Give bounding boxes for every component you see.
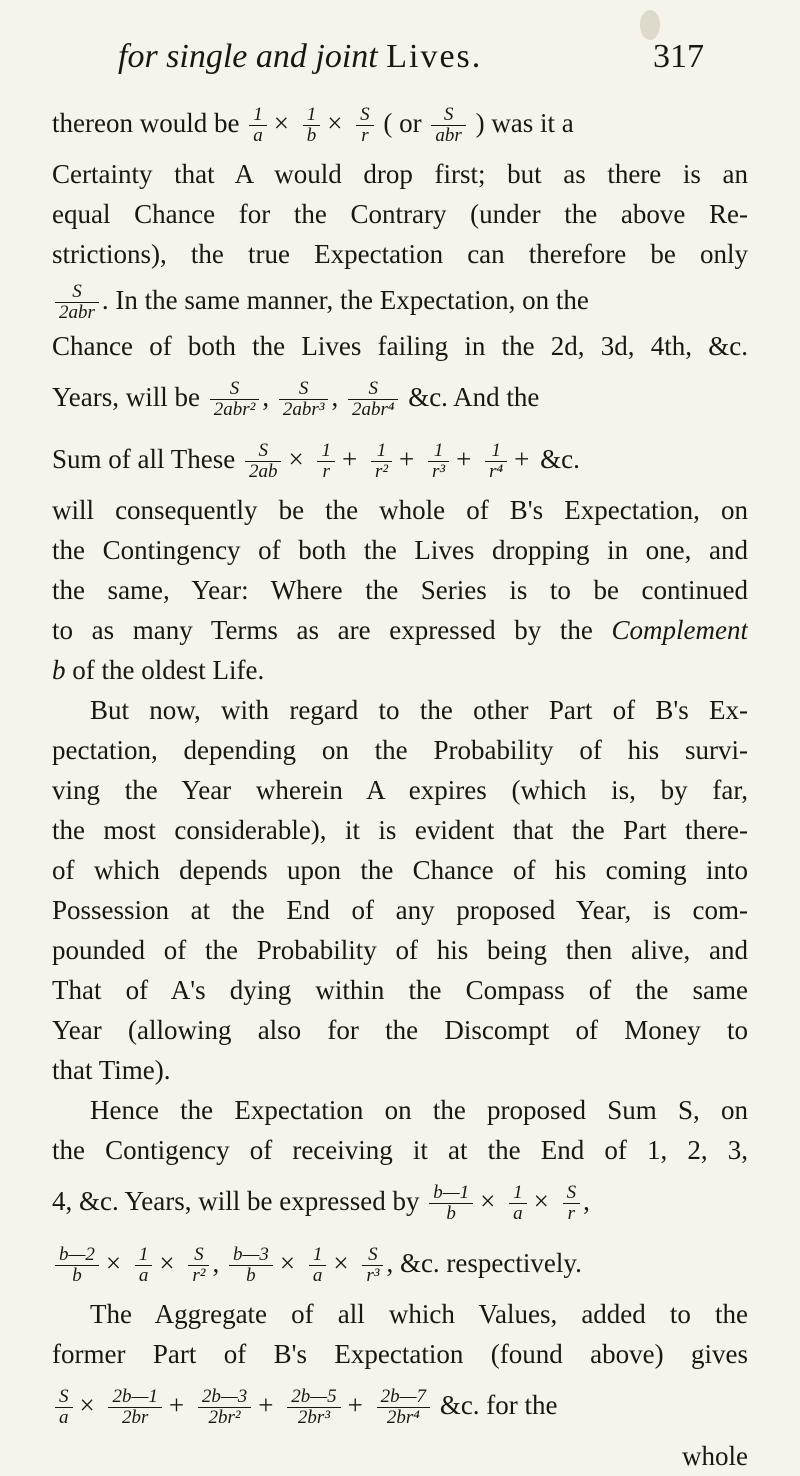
text-line: pectation, depending on the Probability of his survi- [52,735,748,765]
text-line: the Contingency of both the Lives dropping in one, and [52,535,748,565]
text-line: But now, with regard to the other Part of B's Ex- [90,695,748,725]
text-line: Chance of both the Lives failing in the 2d, 3d, 4th, &c. [52,331,748,361]
text-line: pounded of the Probability of his being then alive, and [52,935,748,965]
text-line: equal Chance for the Contrary (under the above Re- [52,199,748,229]
text-line: $\frac{b—2}{b}$ × $\frac{1}{a}$ × $\frac{S}{\text{r²}}$ , $\frac{b—3}{b}$ × $\frac{1}{a}$ × $\frac{S}{\text{r³}}$ , &c. respectively. [52,1232,748,1294]
ink-stain [640,10,660,40]
text-line: will consequently be the whole of B's Expectation, on [52,495,748,525]
body-text [52,92,748,1476]
text-line: Year (allowing also for the Discompt of Money to [52,1015,748,1045]
text-line: to as many Terms as are expressed by the Complement [52,615,748,645]
running-title: for single and joint Lives. [118,38,483,75]
page-number: 317 [653,38,704,75]
text-line: The Aggregate of all which Values, added to the [90,1299,748,1329]
text-line: that Time). [52,1055,171,1085]
text-line: 4, &c. Years, will be expressed by $\frac{b—1}{b}$ × $\frac{1}{a}$ × $\frac{S}{r}$ , [52,1182,590,1225]
text-line: strictions), the true Expectation can therefore be only [52,239,748,269]
text-line: thereon would be $\frac{1}{a}$ × $\frac{1}{b}$ × $\frac{S}{r}$ ( or $\frac{S}{\text{abr}}$ ) was it a [52,104,574,147]
running-head [118,38,704,82]
text-line: Years, will be $\frac{S}{\text{2abr²}}$ , $\frac{S}{\text{2abr³}}$ , $\frac{S}{\text{2abr⁴}}$ &c. And the [52,378,540,421]
text-line: the most considerable), it is evident that the Part there- [52,815,748,845]
text-line: That of A's dying within the Compass of the same [52,975,748,1005]
text-line: Sum of all These $\frac{S}{2ab}$ × $\frac{1}{r}$ + $\frac{1}{\text{r²}}$ + $\frac{1}{\text{r³}}$ + $\frac{1}{\text{r⁴}}$ + &c. [52,440,580,483]
text-line: ving the Year wherein A expires (which is, by far, [52,775,748,805]
text-line: Certainty that A would drop first; but as there is an [52,159,748,189]
text-line: Possession at the End of any proposed Year, is com- [52,895,748,925]
text-line: $\frac{S}{\text{2abr}}$ . In the same manner, the Expectation, on the [52,274,748,326]
text-line: the Contigency of receiving it at the End of 1, 2, 3, [52,1135,748,1165]
catchword: whole [682,1441,748,1471]
text-line: former Part of B's Expectation (found above) gives [52,1339,748,1369]
text-line: of which depends upon the Chance of his coming into [52,855,748,885]
text-line: the same, Year: Where the Series is to be continued [52,575,748,605]
text-line: b of the oldest Life. [52,655,265,685]
text-line: $\frac{S}{a}$ × $\frac{2b—1}{2br}$ + $\frac{2b—3}{\text{2br²}}$ + $\frac{2b—5}{\text{2br³}}$ + $\frac{2b—7}{\text{2br⁴}}$ &c. for the [52,1374,748,1436]
text-line: Hence the Expectation on the proposed Sum S, on [90,1095,748,1125]
